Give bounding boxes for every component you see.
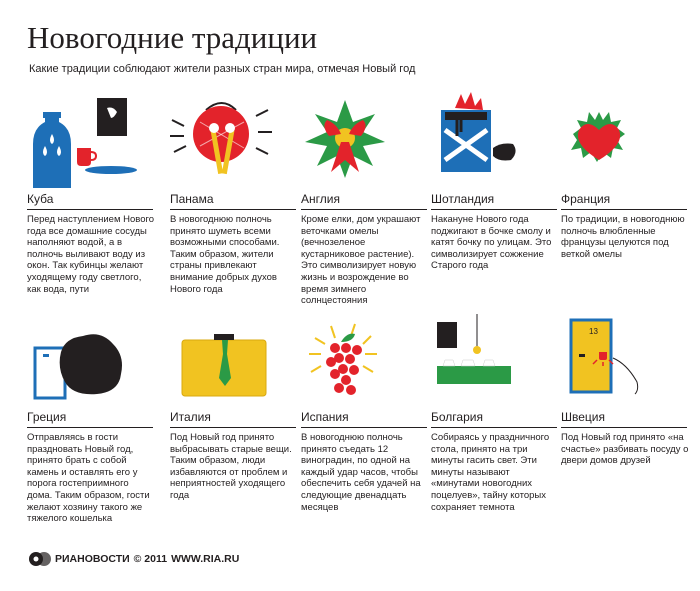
country-name: Греция	[27, 410, 153, 428]
drum-icon	[170, 90, 300, 190]
door-cup-icon	[561, 308, 691, 408]
tradition-text: Кроме елки, дом украшают веточками омелы (вечнозеленое кустарниковое растение). Это символизирует новую жизнь и возрождение во время зимнего солнцестояния	[301, 214, 421, 307]
tradition-text: Отправляясь в гости праздновать Новый год, принято брать с собой камень и оставлять его у порога гостеприимного дома. Таким образом, гости желают хозяину такого же тяжелого кошелька	[27, 432, 150, 525]
footer-copyright: © 2011	[133, 553, 168, 565]
mistletoe-icon	[301, 90, 431, 190]
country-name: Англия	[301, 192, 427, 210]
page-subtitle: Какие традиции соблюдают жители разных стран мира, отмечая Новый год	[29, 63, 416, 75]
country-name: Франция	[561, 192, 687, 210]
footer-site-link[interactable]: WWW.RIA.RU	[171, 553, 240, 565]
country-name: Шотландия	[431, 192, 557, 210]
ria-logo-icon	[28, 551, 52, 567]
tradition-text: Перед наступлением Нового года все домашние сосуды наполняют водой, а в полночь выливают воду из окон. Так кубинцы желают уходящему году светлого, как вода, пути	[27, 214, 155, 295]
tradition-text: Накануне Нового года поджигают в бочке смолу и катят бочку по улицам. Это символизирует сожжение Старого года	[431, 214, 552, 272]
tradition-text: Под Новый год принято «на счастье» разбивать посуду о двери домов друзей	[561, 432, 689, 467]
heart-mistletoe-icon	[561, 90, 691, 190]
footer-brand: РИАНОВОСТИ	[55, 553, 130, 565]
country-name: Швеция	[561, 410, 687, 428]
footer	[28, 551, 243, 567]
page-title: Новогодние традиции	[27, 20, 318, 55]
tradition-text: В новогоднюю полночь принято съедать 12 виноградин, по одной на каждый удар часов, чтобы обеспечить себя удачей на следующие двенадцать месяцев	[301, 432, 421, 513]
country-name: Италия	[170, 410, 296, 428]
tradition-text: Собираясь у праздничного стола, принято на три минуты гасить свет. Эти минуты называют «минутами новогодних поцелуев», тайну которых сохраняет темнота	[431, 432, 550, 513]
country-name: Куба	[27, 192, 153, 210]
country-name: Испания	[301, 410, 427, 428]
tradition-text: В новогоднюю полночь принято шуметь всеми возможными способами. Таким образом, жители страны привлекают внимание добрых духов Нового года	[170, 214, 280, 295]
water-jug-icon	[27, 90, 157, 190]
tradition-text: По традиции, в новогоднюю полночь влюбленные французы целуются под веткой омелы	[561, 214, 685, 260]
country-name: Панама	[170, 192, 296, 210]
table-lamp-icon	[431, 308, 561, 408]
tradition-text: Под Новый год принято выбрасывать старые вещи. Таким образом, люди избавляются от проблем и неприятностей уходящего года	[170, 432, 292, 501]
svg-text:13: 13	[589, 327, 598, 336]
grapes-icon	[301, 308, 431, 408]
country-name: Болгария	[431, 410, 557, 428]
burning-barrel-icon	[431, 90, 561, 190]
stone-door-icon	[27, 308, 157, 408]
suitcase-icon	[170, 308, 300, 408]
